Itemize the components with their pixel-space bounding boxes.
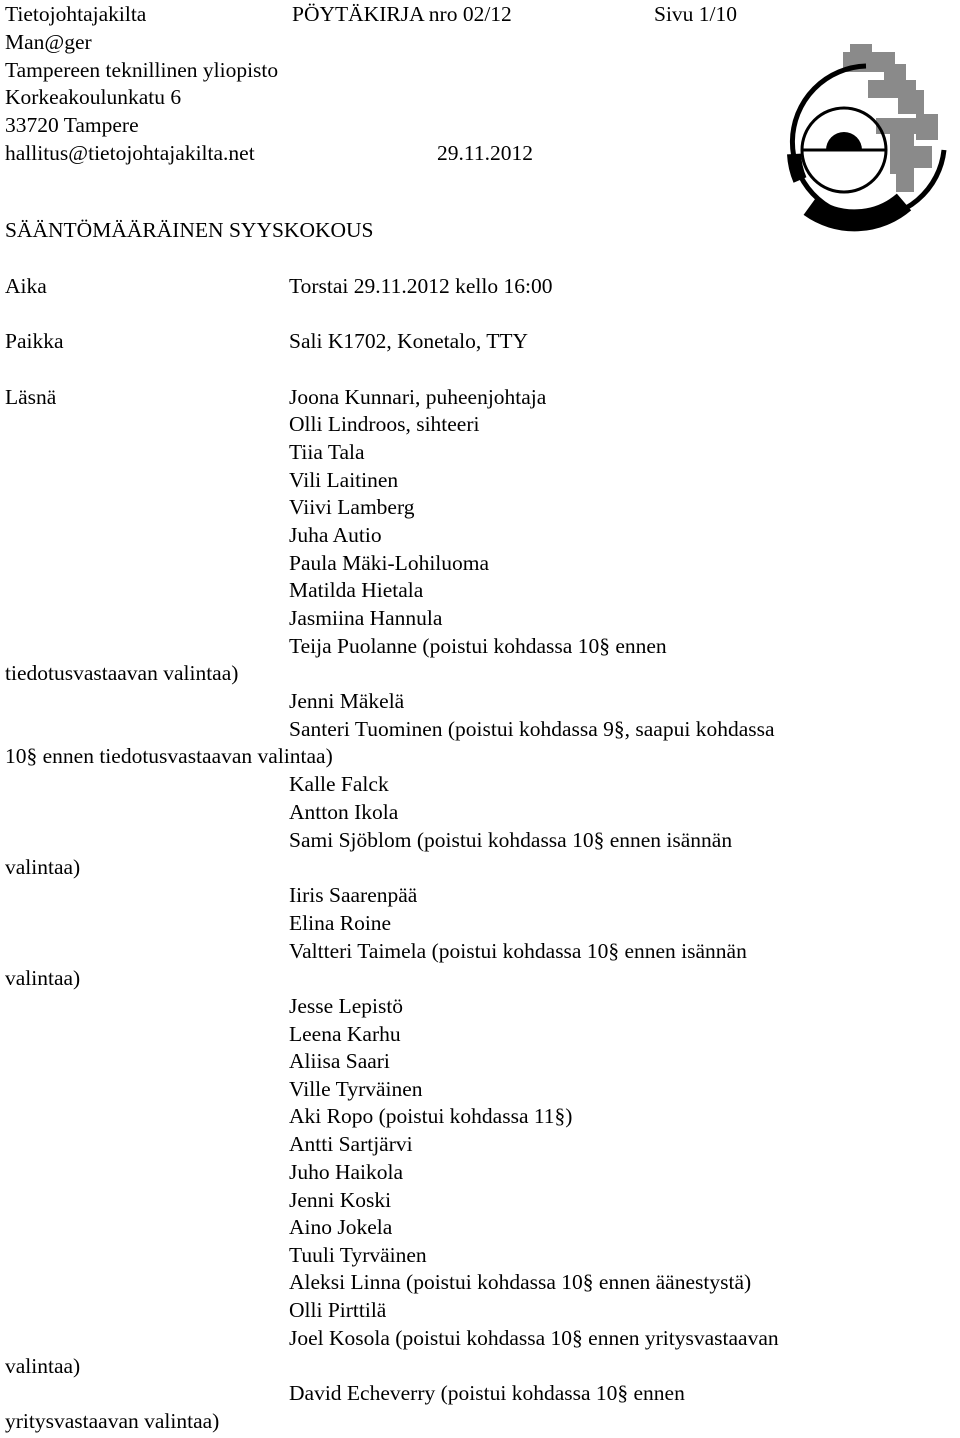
document-date: 29.11.2012 xyxy=(437,141,533,165)
attendee-line: David Echeverry (poistui kohdassa 10§ ennen xyxy=(289,1381,685,1405)
present-label: Läsnä xyxy=(5,385,57,409)
attendee-line: Olli Pirttilä xyxy=(289,1298,387,1322)
address-line: Korkeakoulunkatu 6 xyxy=(5,85,182,109)
attendee-line: Teija Puolanne (poistui kohdassa 10§ ennen xyxy=(289,634,667,658)
attendee-line: Jenni Mäkelä xyxy=(289,689,405,713)
attendee-line: Antton Ikola xyxy=(289,800,399,824)
attendee-line: Joona Kunnari, puheenjohtaja xyxy=(289,385,547,409)
attendee-line: Matilda Hietala xyxy=(289,578,424,602)
meeting-title: SÄÄNTÖMÄÄRÄINEN SYYSKOKOUS xyxy=(5,218,374,242)
attendee-line: Sami Sjöblom (poistui kohdassa 10§ ennen isännän xyxy=(289,828,733,852)
attendee-line: Jenni Koski xyxy=(289,1188,392,1212)
time-value: Torstai 29.11.2012 kello 16:00 xyxy=(289,274,553,298)
attendee-line: Elina Roine xyxy=(289,911,392,935)
attendee-line: Valtteri Taimela (poistui kohdassa 10§ ennen isännän xyxy=(289,939,747,963)
attendee-line: Paula Mäki-Lohiluoma xyxy=(289,551,490,575)
attendee-line: Aino Jokela xyxy=(289,1215,393,1239)
attendee-line-wrap: yritysvastaavan valintaa) xyxy=(5,1409,220,1433)
attendee-line: Tiia Tala xyxy=(289,440,365,464)
attendee-line: Jesse Lepistö xyxy=(289,994,404,1018)
attendee-line: Kalle Falck xyxy=(289,772,389,796)
attendee-line-wrap: tiedotusvastaavan valintaa) xyxy=(5,661,239,685)
time-label: Aika xyxy=(5,274,47,298)
address-line: Tampereen teknillinen yliopisto xyxy=(5,58,279,82)
attendee-line: Leena Karhu xyxy=(289,1022,401,1046)
org-name: Tietojohtajakilta xyxy=(5,2,147,26)
place-value: Sali K1702, Konetalo, TTY xyxy=(289,329,529,353)
address-line: 33720 Tampere xyxy=(5,113,139,137)
attendee-line: Iiris Saarenpää xyxy=(289,883,418,907)
attendee-line-wrap: valintaa) xyxy=(5,1354,81,1378)
attendee-line: Santeri Tuominen (poistui kohdassa 9§, saapui kohdassa xyxy=(289,717,775,741)
attendee-line: Aki Ropo (poistui kohdassa 11§) xyxy=(289,1104,573,1128)
attendee-line-wrap: valintaa) xyxy=(5,855,81,879)
email: hallitus@tietojohtajakilta.net xyxy=(5,141,255,165)
attendee-line: Antti Sartjärvi xyxy=(289,1132,413,1156)
document-title: PÖYTÄKIRJA nro 02/12 xyxy=(292,2,512,26)
guild-logo-icon xyxy=(780,38,958,238)
place-label: Paikka xyxy=(5,329,64,353)
attendee-line: Juho Haikola xyxy=(289,1160,404,1184)
attendee-line: Tuuli Tyrväinen xyxy=(289,1243,427,1267)
attendee-line: Aliisa Saari xyxy=(289,1049,390,1073)
attendee-line-wrap: 10§ ennen tiedotusvastaavan valintaa) xyxy=(5,744,333,768)
attendee-line: Juha Autio xyxy=(289,523,382,547)
attendee-line: Olli Lindroos, sihteeri xyxy=(289,412,480,436)
attendee-line: Vili Laitinen xyxy=(289,468,399,492)
attendee-line: Aleksi Linna (poistui kohdassa 10§ ennen äänestystä) xyxy=(289,1270,752,1294)
page-number: Sivu 1/10 xyxy=(654,2,738,26)
address-line: Man@ger xyxy=(5,30,92,54)
attendee-line: Ville Tyrväinen xyxy=(289,1077,423,1101)
attendee-line-wrap: valintaa) xyxy=(5,966,81,990)
attendee-line: Joel Kosola (poistui kohdassa 10§ ennen yritysvastaavan xyxy=(289,1326,779,1350)
attendee-line: Jasmiina Hannula xyxy=(289,606,443,630)
attendee-line: Viivi Lamberg xyxy=(289,495,415,519)
